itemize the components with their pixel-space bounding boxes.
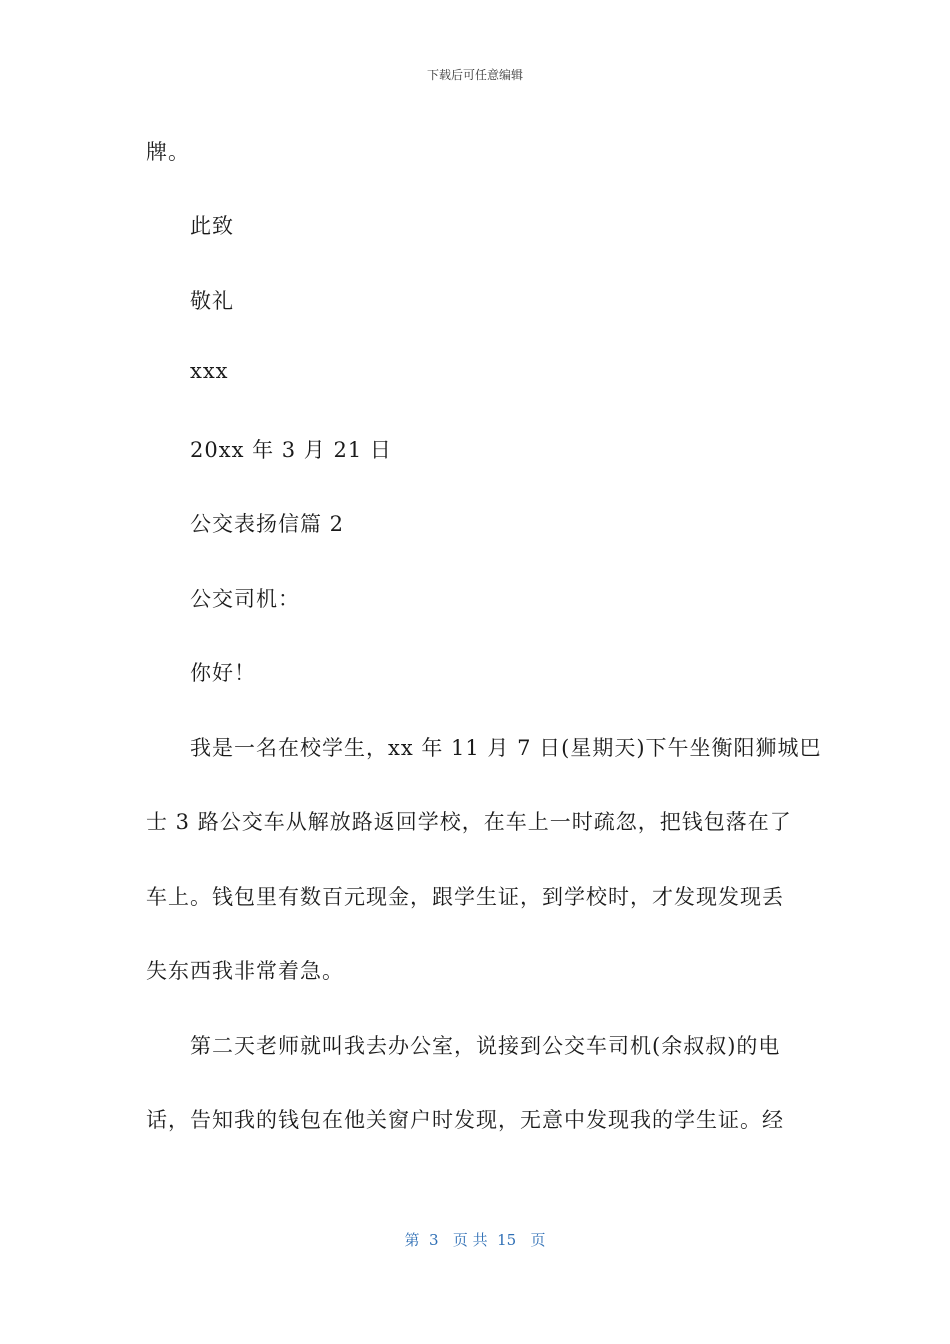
closing-regards: 敬礼 [190,289,234,313]
paragraph-line: 我是一名在校学生，xx 年 11 月 7 日(星期天)下午坐衡阳狮城巴 [190,736,822,760]
letter-greeting: 你好！ [190,661,256,685]
letter-recipient: 公交司机： [190,587,300,611]
text-line: 牌。 [146,140,190,164]
paragraph-line: 车上。钱包里有数百元现金，跟学生证，到学校时，才发现发现丢 [146,885,784,909]
paragraph-line: 士 3 路公交车从解放路返回学校，在车上一时疏忽，把钱包落在了 [146,810,792,834]
page-header: 下载后可任意编辑 [426,68,523,82]
signature-name: xxx [190,359,229,383]
signature-date: 20xx 年 3 月 21 日 [190,438,392,462]
paragraph-line: 话，告知我的钱包在他关窗户时发现，无意中发现我的学生证。经 [146,1108,784,1132]
paragraph-line: 失东西我非常着急。 [146,959,344,983]
closing-salutation: 此致 [190,214,234,238]
page-number-footer: 第 3 页 共 15 页 [404,1231,546,1249]
section-title: 公交表扬信篇 2 [190,512,345,536]
paragraph-line: 第二天老师就叫我去办公室，说接到公交车司机(余叔叔)的电 [190,1034,781,1058]
